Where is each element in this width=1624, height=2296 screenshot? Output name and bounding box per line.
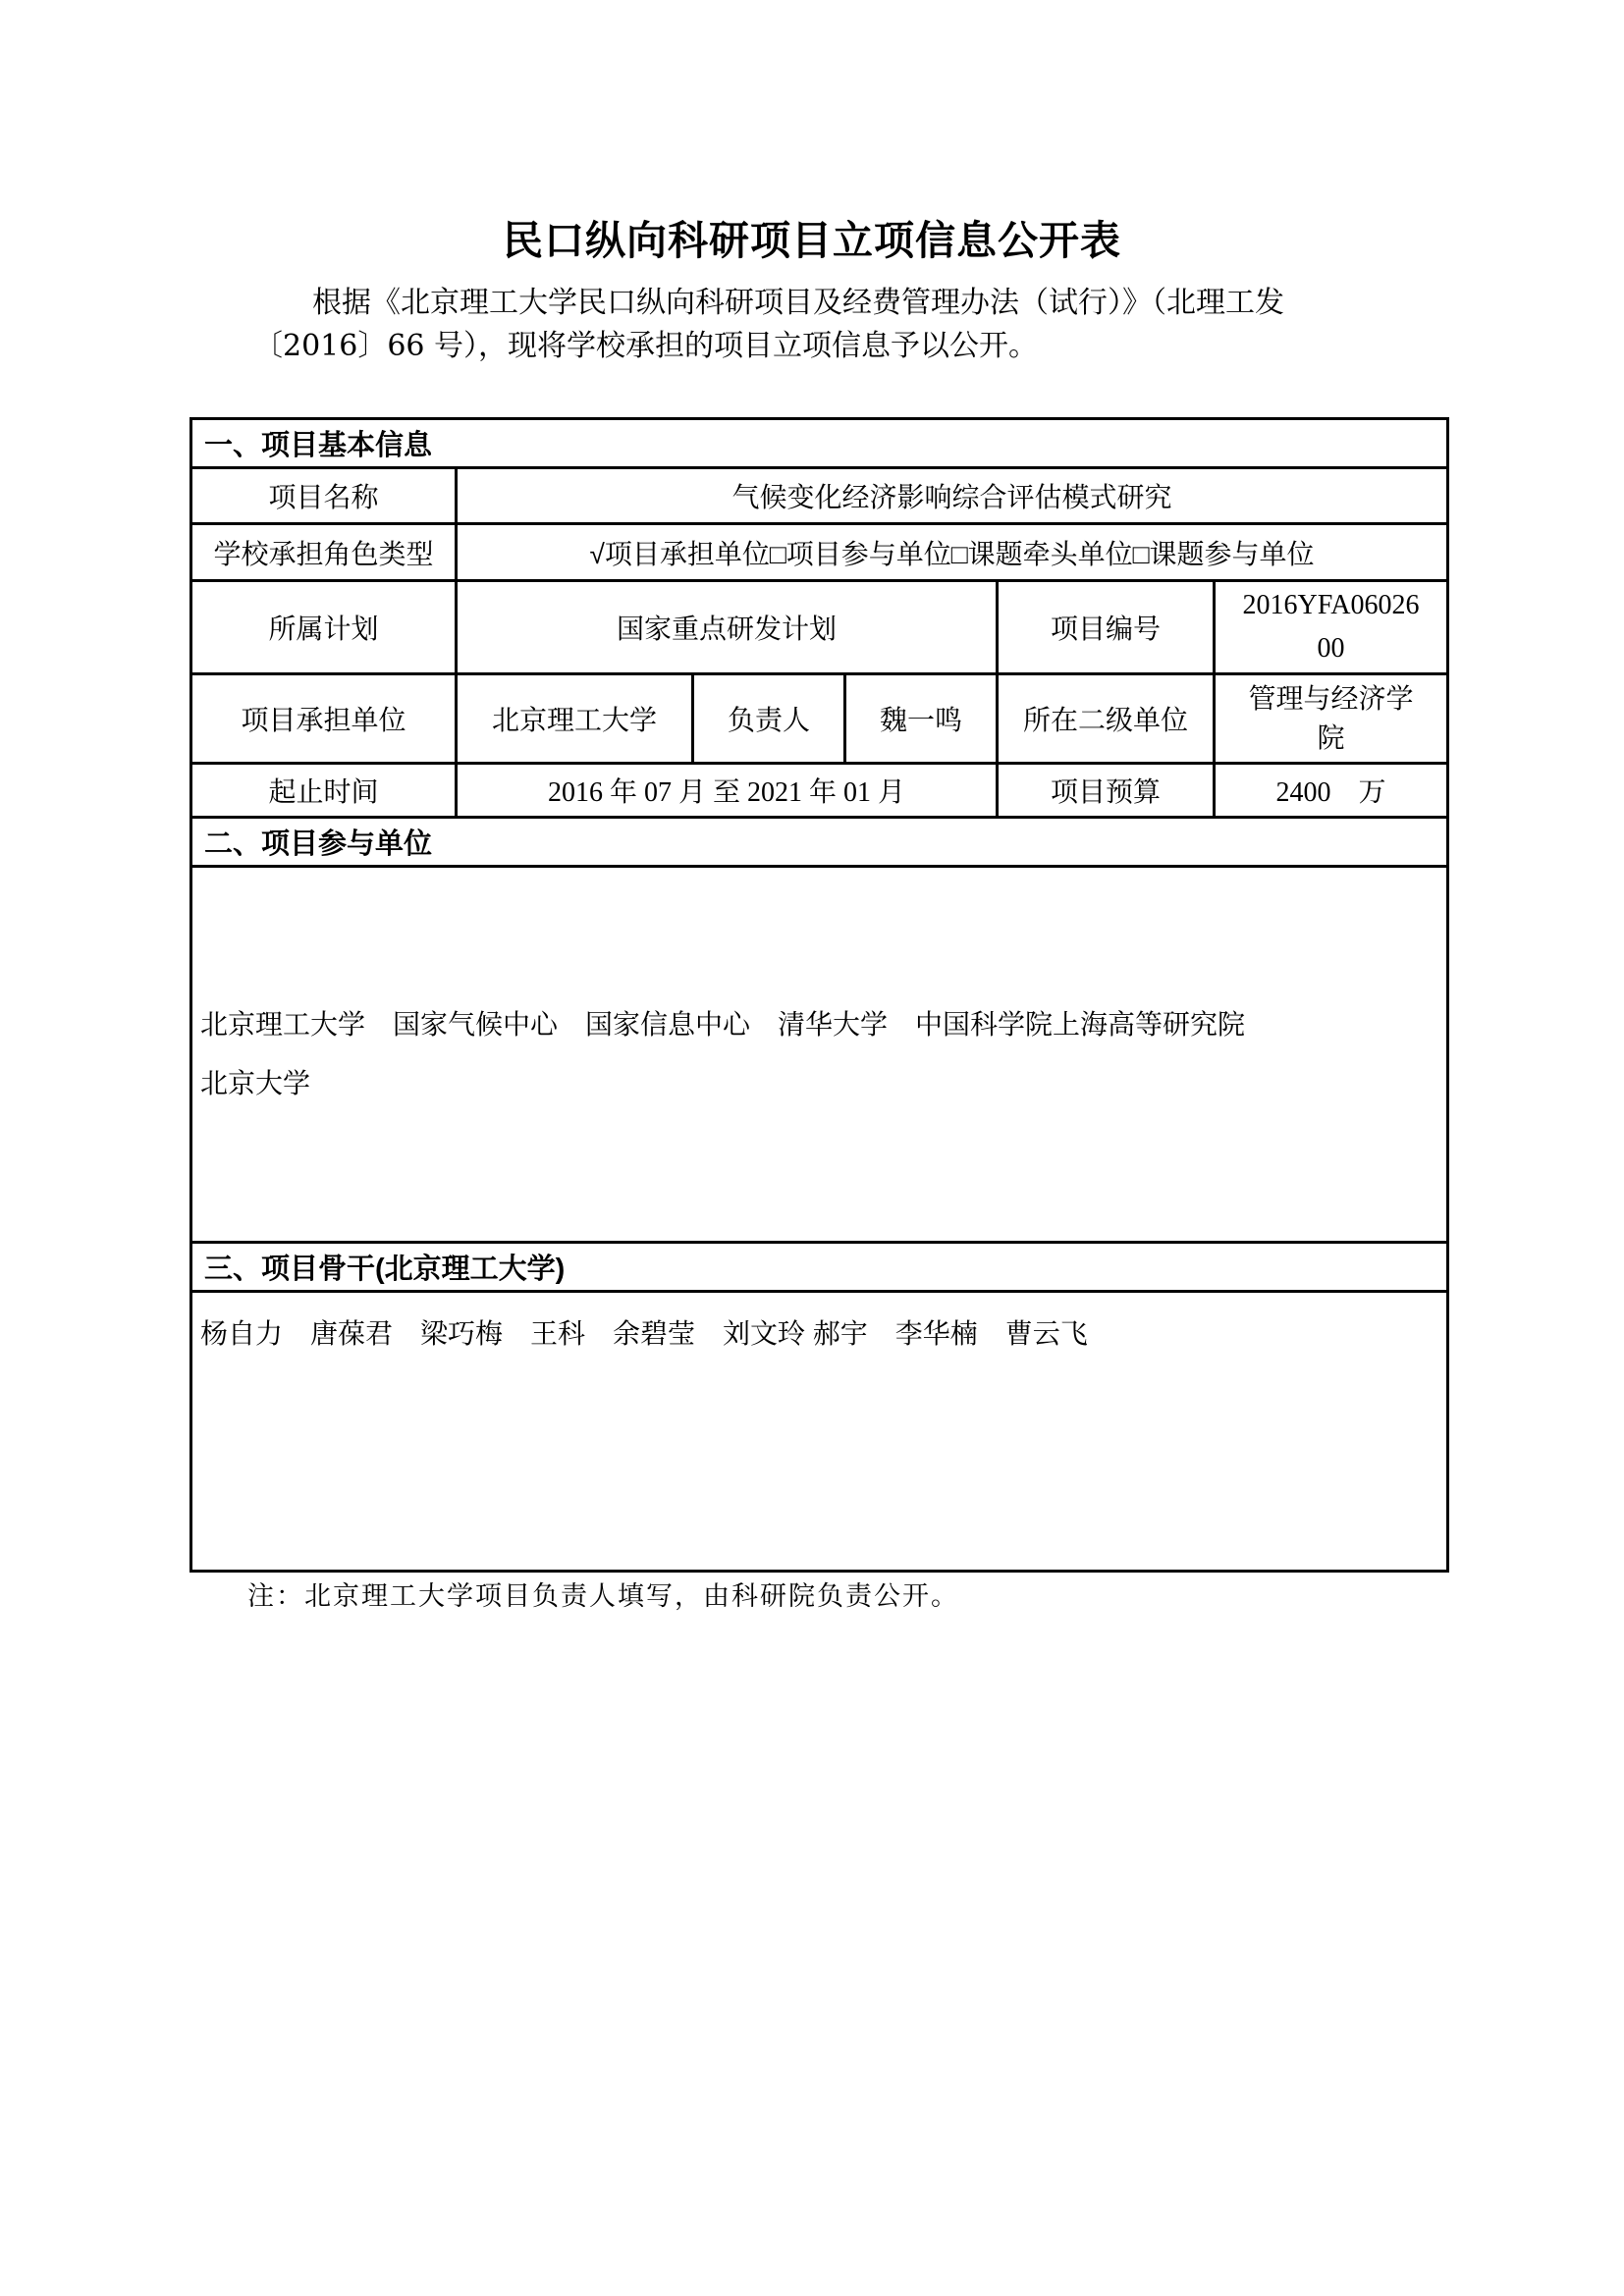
section-participants-heading: 二、项目参与单位 xyxy=(191,818,1448,867)
undertaking-unit-value: 北京理工大学 xyxy=(457,674,693,764)
participants-line-2: 北京大学 xyxy=(200,1068,311,1098)
plan-value: 国家重点研发计划 xyxy=(457,581,998,674)
budget-label: 项目预算 xyxy=(998,764,1215,818)
secondary-unit-label: 所在二级单位 xyxy=(998,674,1215,764)
budget-value: 2400 万 xyxy=(1215,764,1448,818)
section-basic-row xyxy=(191,419,1448,468)
intro-paragraph xyxy=(253,282,1397,368)
plan-row xyxy=(191,581,1448,674)
section-core-members-row xyxy=(191,1243,1448,1292)
role-type-row xyxy=(191,524,1448,581)
project-number-value: 2016YFA0602600 xyxy=(1242,590,1420,664)
project-name-value: 气候变化经济影响综合评估模式研究 xyxy=(457,468,1448,524)
leader-value: 魏一鸣 xyxy=(845,674,998,764)
core-members-row xyxy=(191,1292,1448,1572)
participants-row xyxy=(191,867,1448,1243)
footnote: 注：北京理工大学项目负责人填写，由科研院负责公开。 xyxy=(247,1581,959,1612)
plan-label: 所属计划 xyxy=(191,581,457,674)
section-basic-heading: 一、项目基本信息 xyxy=(191,419,1448,468)
undertaking-unit-row xyxy=(191,674,1448,764)
secondary-unit-cell xyxy=(1215,674,1448,764)
project-number-label: 项目编号 xyxy=(998,581,1215,674)
intro-line-2: 〔2016〕66 号），现将学校承担的项目立项信息予以公开。 xyxy=(253,329,1039,363)
role-type-options: √项目承担单位□项目参与单位□课题牵头单位□课题参与单位 xyxy=(457,524,1448,581)
duration-row xyxy=(191,764,1448,818)
project-info-table xyxy=(189,417,1449,1573)
section-participants-row xyxy=(191,818,1448,867)
undertaking-unit-label: 项目承担单位 xyxy=(191,674,457,764)
secondary-unit-value: 管理与经济学院 xyxy=(1248,683,1414,753)
duration-label: 起止时间 xyxy=(191,764,457,818)
role-type-label: 学校承担角色类型 xyxy=(191,524,457,581)
duration-value: 2016 年 07 月 至 2021 年 01 月 xyxy=(457,764,998,818)
project-number-cell xyxy=(1215,581,1448,674)
leader-label: 负责人 xyxy=(693,674,845,764)
project-name-label: 项目名称 xyxy=(191,468,457,524)
project-name-row xyxy=(191,468,1448,524)
core-members-cell xyxy=(191,1292,1448,1572)
participants-line-1: 北京理工大学 国家气候中心 国家信息中心 清华大学 中国科学院上海高等研究院 xyxy=(200,1009,1246,1040)
document-title: 民口纵向科研项目立项信息公开表 xyxy=(503,217,1121,264)
core-members-names: 杨自力 唐葆君 梁巧梅 王科 余碧莹 刘文玲 郝宇 李华楠 曹云飞 xyxy=(200,1318,1088,1349)
intro-line-1: 根据《北京理工大学民口纵向科研项目及经费管理办法（试行）》（北理工发 xyxy=(312,286,1284,320)
section-core-members-heading: 三、项目骨干(北京理工大学) xyxy=(191,1243,1448,1292)
participants-cell xyxy=(191,867,1448,1243)
